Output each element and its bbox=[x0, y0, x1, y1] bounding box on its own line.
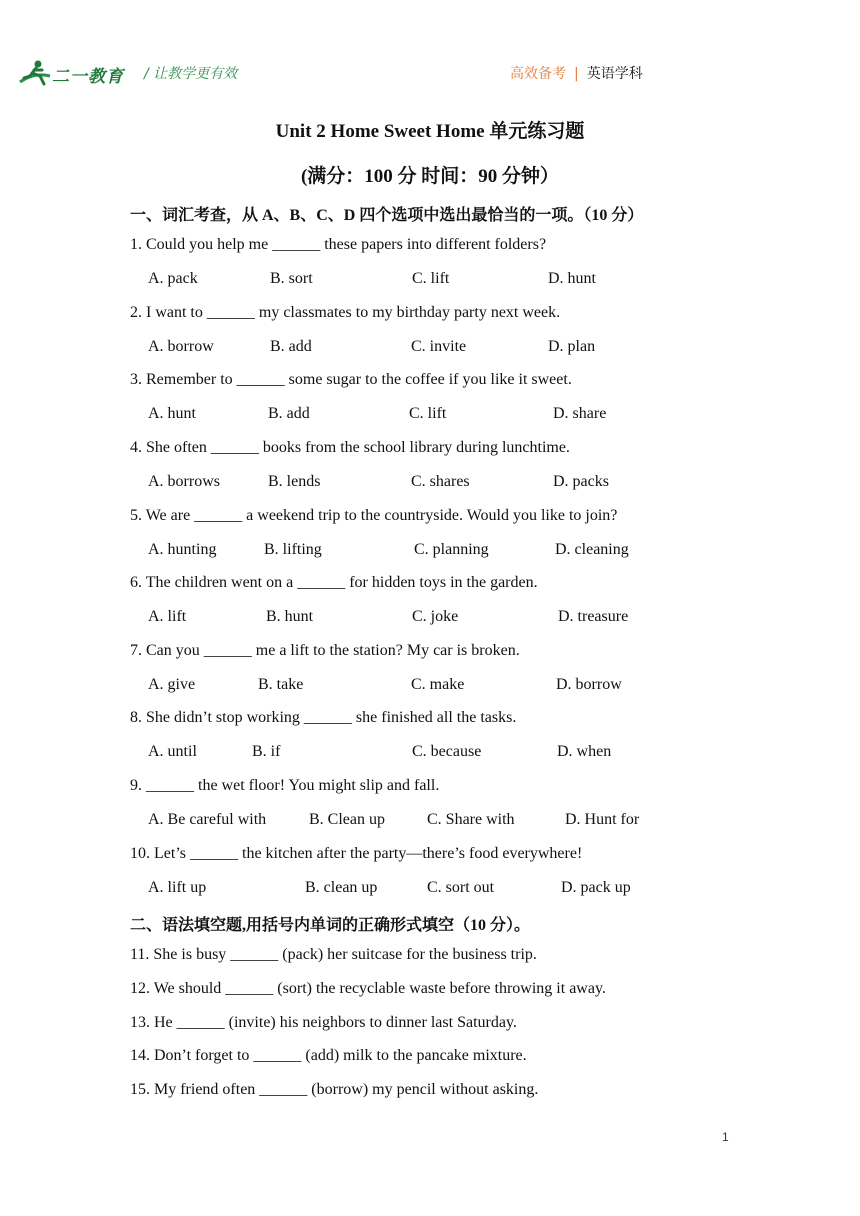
fill-question-14: 14. Don’t forget to ______ (add) milk to the pancake mixture. bbox=[130, 1047, 527, 1064]
section-heading-grammar: 二、语法填空题,用括号内单词的正确形式填空（10 分）。 bbox=[130, 917, 531, 934]
section-heading-vocabulary: 一、词汇考查，从 A、B、C、D 四个选项中选出最恰当的一项。（10 分） bbox=[130, 207, 644, 224]
option-10c: C. sort out bbox=[427, 879, 495, 896]
option-8d: D. when bbox=[557, 743, 612, 760]
option-2c: C. invite bbox=[411, 338, 467, 355]
question-1: 1. Could you help me ______ these papers into different folders? bbox=[130, 236, 547, 253]
option-1c: C. lift bbox=[412, 270, 450, 287]
option-1d: D. hunt bbox=[548, 270, 596, 287]
header-right bbox=[510, 63, 643, 83]
option-4b: B. lends bbox=[268, 473, 321, 490]
option-2a: A. borrow bbox=[148, 338, 214, 355]
logo-text: 二一教育 bbox=[52, 67, 124, 87]
question-8: 8. She didn’t stop working ______ she finished all the tasks. bbox=[130, 709, 517, 726]
option-10d: D. pack up bbox=[561, 879, 631, 896]
option-3c: C. lift bbox=[409, 405, 447, 422]
question-10: 10. Let’s ______ the kitchen after the party—there’s food everywhere! bbox=[130, 845, 583, 862]
option-3a: A. hunt bbox=[148, 405, 196, 422]
option-7b: B. take bbox=[258, 676, 304, 693]
question-4: 4. She often ______ books from the school library during lunchtime. bbox=[130, 439, 570, 456]
option-6a: A. lift bbox=[148, 608, 187, 625]
option-9d: D. Hunt for bbox=[565, 811, 640, 828]
option-5a: A. hunting bbox=[148, 541, 217, 558]
option-9b: B. Clean up bbox=[309, 811, 385, 828]
option-10b: B. clean up bbox=[305, 879, 378, 896]
option-1b: B. sort bbox=[270, 270, 313, 287]
option-2b: B. add bbox=[270, 338, 312, 355]
option-8c: C. because bbox=[412, 743, 482, 760]
option-4c: C. shares bbox=[411, 473, 470, 490]
option-10a: A. lift up bbox=[148, 879, 207, 896]
option-6b: B. hunt bbox=[266, 608, 314, 625]
option-3b: B. add bbox=[268, 405, 310, 422]
question-7: 7. Can you ______ me a lift to the station? My car is broken. bbox=[130, 642, 520, 659]
page-number: 1 bbox=[722, 1130, 729, 1144]
option-7c: C. make bbox=[411, 676, 465, 693]
option-3d: D. share bbox=[553, 405, 607, 422]
option-7a: A. give bbox=[148, 676, 196, 693]
header-slogan: / 让教学更有效 bbox=[144, 66, 238, 82]
option-5d: D. cleaning bbox=[555, 541, 629, 558]
option-8a: A. until bbox=[148, 743, 197, 760]
question-3: 3. Remember to ______ some sugar to the coffee if you like it sweet. bbox=[130, 371, 572, 388]
question-9: 9. ______ the wet floor! You might slip and fall. bbox=[130, 777, 440, 794]
page-header bbox=[0, 0, 860, 100]
question-6: 6. The children went on a ______ for hidden toys in the garden. bbox=[130, 574, 538, 591]
option-9c: C. Share with bbox=[427, 811, 515, 828]
document-subtitle: (满分：100 分 时间：90 分钟） bbox=[300, 166, 560, 187]
option-5c: C. planning bbox=[414, 541, 489, 558]
document-title: Unit 2 Home Sweet Home 单元练习题 bbox=[275, 121, 585, 142]
question-5: 5. We are ______ a weekend trip to the countryside. Would you like to join? bbox=[130, 507, 618, 524]
option-8b: B. if bbox=[252, 743, 281, 760]
header-label: 高效备考 bbox=[510, 66, 566, 82]
fill-question-13: 13. He ______ (invite) his neighbors to dinner last Saturday. bbox=[130, 1014, 517, 1031]
header-subject: 英语学科 bbox=[586, 66, 643, 82]
option-6d: D. treasure bbox=[558, 608, 629, 625]
fill-question-12: 12. We should ______ (sort) the recyclable waste before throwing it away. bbox=[130, 980, 606, 997]
option-4d: D. packs bbox=[553, 473, 609, 490]
fill-question-15: 15. My friend often ______ (borrow) my pencil without asking. bbox=[130, 1081, 539, 1098]
option-9a: A. Be careful with bbox=[148, 811, 267, 828]
question-2: 2. I want to ______ my classmates to my birthday party next week. bbox=[130, 304, 561, 321]
header-separator: | bbox=[574, 66, 579, 82]
fill-question-11: 11. She is busy ______ (pack) her suitcase for the business trip. bbox=[130, 946, 537, 963]
option-1a: A. pack bbox=[148, 270, 198, 287]
option-6c: C. joke bbox=[412, 608, 459, 625]
option-5b: B. lifting bbox=[264, 541, 322, 558]
option-7d: D. borrow bbox=[556, 676, 622, 693]
option-2d: D. plan bbox=[548, 338, 596, 355]
option-4a: A. borrows bbox=[148, 473, 220, 490]
